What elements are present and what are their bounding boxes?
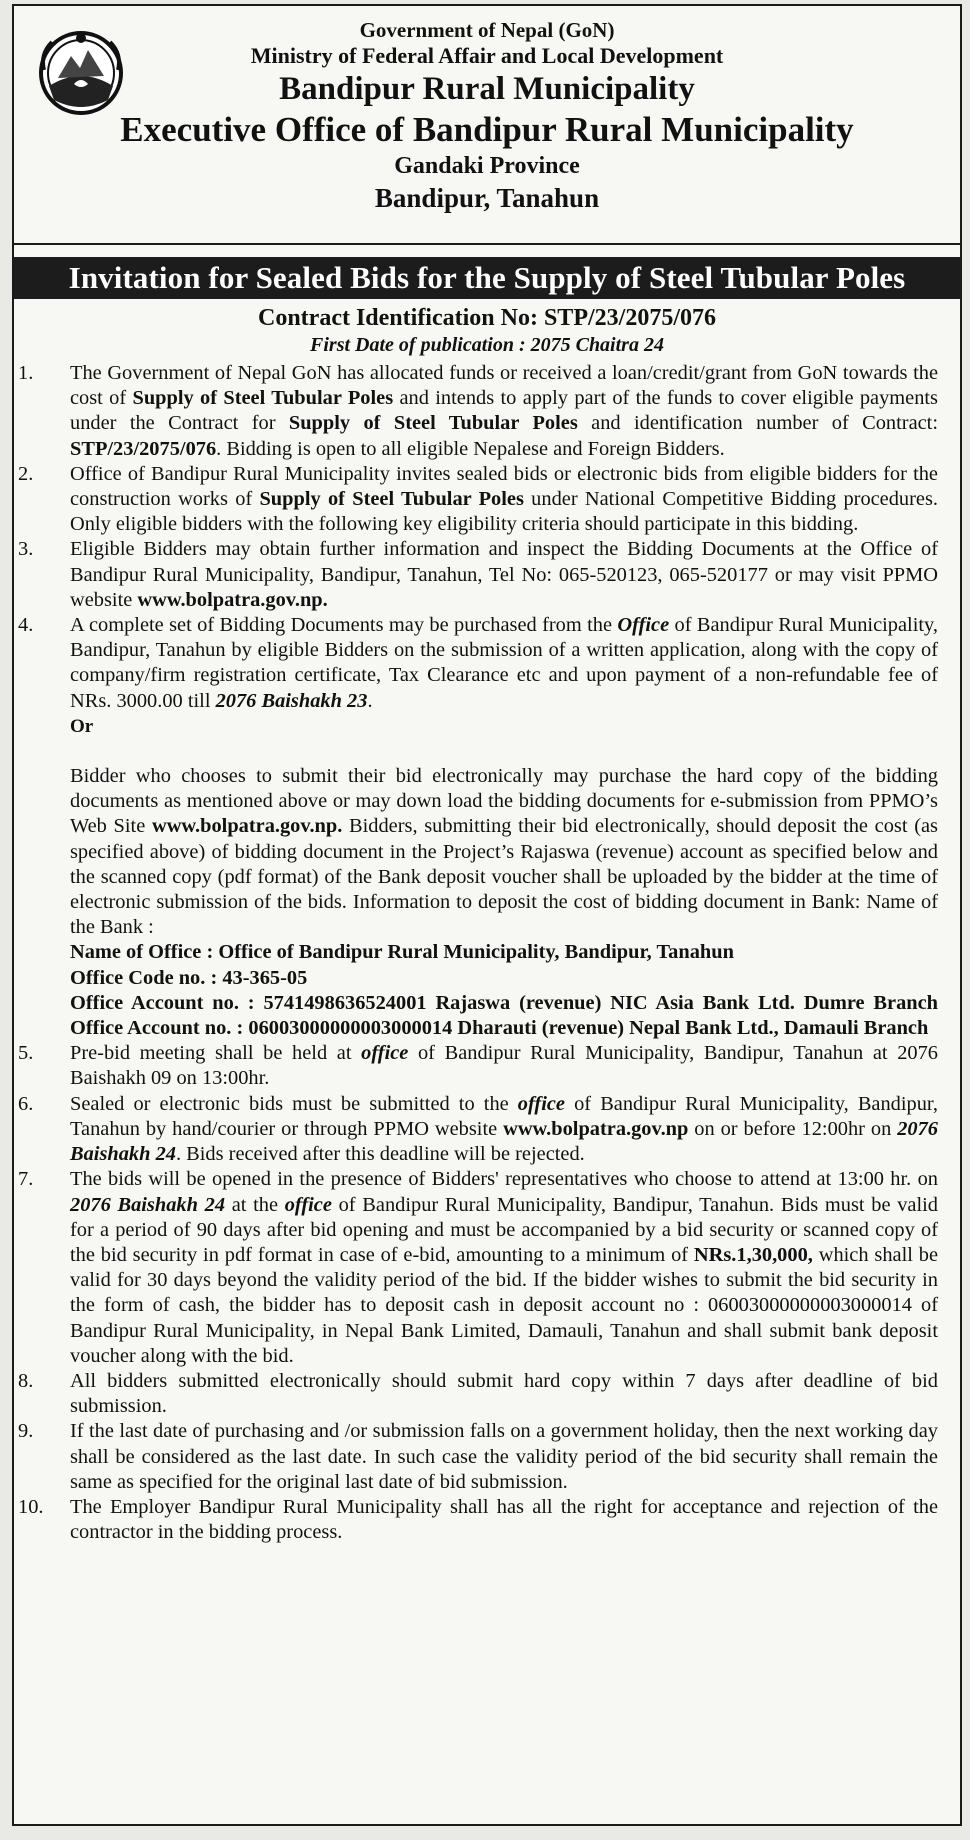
item-text: of Bandipur Rural Municipality, Bandipur, Tanahun by hand/courier or through PPMO website	[70, 1092, 938, 1140]
item-number: 9.	[18, 1420, 34, 1443]
first-date: First Date of publication : 2075 Chaitra 24	[310, 334, 664, 356]
notice-items	[14, 361, 960, 1545]
item-number: 1.	[18, 362, 34, 384]
item-text: 2076 Baishakh 23	[215, 689, 368, 712]
item-text: Name of Office : Office of Bandipur Rural Municipality, Bandipur, Tanahun	[70, 941, 734, 964]
item-text: and identification number of Contract:	[577, 412, 939, 435]
item-text: Office Account no. : 5741498636524001 Rajaswa (revenue) NIC Asia Bank Ltd. Dumre Branch Office Account no. : 06003000000003000014 Dharauti (revenue) Nepal Bank Ltd., Damauli Branch	[70, 991, 938, 1040]
item-text: Or	[70, 715, 94, 737]
item-text: 2076 Baishakh 24	[70, 1117, 938, 1166]
notice-item	[14, 1167, 960, 1369]
place-line: Bandipur, Tanahun	[374, 183, 600, 213]
gov-line: Government of Nepal (GoN)	[359, 18, 615, 42]
item-text: Bidders, submitting their bid electronically, should deposit the cost (as specified above) of bidding document in the Project’s Rajaswa (revenue) account as specified below and the scanned copy (pdf format) of the Bank deposit voucher shall be uploaded by the bidder at the time of electronic submission of the bids. Information to deposit the cost of bidding document in Bank: Name of the Bank :	[70, 815, 938, 939]
item-text: Supply of Steel Tubular Poles	[259, 488, 524, 511]
executive-office-line: Executive Office of Bandipur Rural Municipality	[120, 110, 854, 149]
notice-title: Invitation for Sealed Bids for the Supply of Steel Tubular Poles	[14, 257, 960, 299]
item-text: www.bolpatra.gov.np.	[151, 815, 343, 838]
municipality-line: Bandipur Rural Municipality	[279, 71, 695, 107]
item-text: Sealed or electronic bids must be submitted to the	[70, 1092, 518, 1115]
item-number: 8.	[18, 1369, 34, 1392]
item-number: 3.	[18, 538, 34, 561]
item-text: www.bolpatra.gov.np	[503, 1117, 689, 1140]
item-text: . Bidding is open to all eligible Nepalese and Foreign Bidders.	[216, 437, 725, 460]
item-number: 7.	[18, 1168, 34, 1191]
item-text: A complete set of Bidding Documents may be purchased from the	[70, 614, 618, 637]
item-text: . Bids received after this deadline will be rejected.	[175, 1143, 585, 1166]
province-line: Gandaki Province	[394, 153, 580, 179]
item-text: on or before 12:00hr on	[688, 1117, 898, 1140]
notice-item	[14, 1369, 960, 1419]
notice-item	[14, 613, 960, 1041]
item-text: Bidder who chooses to submit their bid electronically may purchase the hard copy of the bidding documents as mentioned above or may down load the bidding documents for e-submission from PPMO’s Web Site	[70, 765, 938, 838]
item-text: Eligible Bidders may obtain further information and inspect the Bidding Documents at the Office of Bandipur Rural Municipality, Bandipur, Tanahun, Tel No: 065-520123, 065-520177 or may visit PPMO website	[70, 538, 938, 611]
item-text: The Employer Bandipur Rural Municipality shall has all the right for acceptance and rejection of the contractor in the bidding process.	[70, 1495, 938, 1544]
ministry-line: Ministry of Federal Affair and Local Development	[250, 43, 724, 68]
notice-item	[14, 1495, 960, 1545]
notice-item	[14, 1092, 960, 1168]
notice-header	[14, 6, 960, 245]
item-number: 5.	[18, 1042, 34, 1065]
item-text: of Bandipur Rural Municipality, Bandipur, Tanahun. Bids must be valid for a period of 90 days after bid opening and must be accompanied by a bid security or scanned copy of the bid security in pdf format in case of e-bid, amounting to a minimum of	[70, 1193, 938, 1266]
notice-item	[14, 1419, 960, 1495]
item-text: office	[517, 1092, 565, 1115]
item-text: Pre-bid meeting shall be held at	[70, 1042, 362, 1065]
item-text: The Government of Nepal GoN has allocated funds or received a loan/credit/grant from GoN towards the cost of	[70, 362, 938, 410]
item-number: 10.	[18, 1495, 44, 1518]
item-text: 2076 Baishakh 24	[70, 1193, 226, 1216]
item-number: 2.	[18, 462, 34, 485]
notice-page	[12, 4, 962, 1826]
item-text: Supply of Steel Tubular Poles	[132, 387, 394, 410]
item-number: 6.	[18, 1092, 34, 1115]
item-text: .	[367, 689, 373, 712]
notice-item	[14, 1041, 960, 1091]
item-text: office	[284, 1193, 332, 1216]
item-text: www.bolpatra.gov.np.	[137, 588, 328, 611]
notice-item	[14, 462, 960, 538]
item-text: and intends to apply part of the funds to cover eligible payments under the Contract for	[70, 387, 938, 435]
item-text: Office Code no. : 43-365-05	[70, 966, 308, 989]
item-text: The bids will be opened in the presence of Bidders' representatives who choose to attend at 13:00 hr. on	[70, 1168, 938, 1191]
item-text: at the	[225, 1193, 285, 1216]
item-number: 4.	[18, 614, 34, 637]
item-text: office	[361, 1042, 409, 1065]
item-text: under National Competitive Bidding procedures. Only eligible bidders with the following key eligibility criteria should participate in this bidding.	[70, 488, 938, 536]
item-text: which shall be valid for 30 days beyond the validity period of the bid. If the bidder wishes to submit the bid security in the form of cash, the bidder has to deposit cash in deposit account no : 06003000000003000014 of Bandipur Rural Municipality, in Nepal Bank Limited, Damauli, Tanahun and shall submit bank deposit voucher along with the bid.	[70, 1243, 938, 1367]
nepal-emblem-icon	[36, 26, 126, 118]
item-text: Office	[617, 614, 670, 637]
item-text: Supply of Steel Tubular Poles	[288, 412, 578, 435]
item-text: STP/23/2075/076	[70, 437, 217, 460]
item-text: If the last date of purchasing and /or submission falls on a government holiday, then the next working day shall be considered as the last date. In such case the validity period of the bid security shall remain the same as specified for the original last date of bid submission.	[70, 1420, 938, 1493]
notice-item	[14, 537, 960, 613]
item-text: All bidders submitted electronically should submit hard copy within 7 days after deadline of bid submission.	[70, 1369, 938, 1418]
item-text: NRs.1,30,000,	[693, 1243, 813, 1266]
contract-id: Contract Identification No: STP/23/2075/076	[258, 305, 716, 331]
notice-item	[14, 361, 960, 462]
item-text: of Bandipur Rural Municipality, Bandipur, Tanahun by eligible Bidders on the submission of a written application, along with the copy of company/firm registration certificate, Tax Clearance etc and upon payment of a non-refundable fee of NRs. 3000.00 till	[70, 614, 938, 712]
item-text: Office of Bandipur Rural Municipality invites sealed bids or electronic bids from eligible bidders for the construction works of	[70, 462, 938, 511]
item-text: of Bandipur Rural Municipality, Bandipur, Tanahun at 2076 Baishakh 09 on 13:00hr.	[70, 1042, 938, 1090]
